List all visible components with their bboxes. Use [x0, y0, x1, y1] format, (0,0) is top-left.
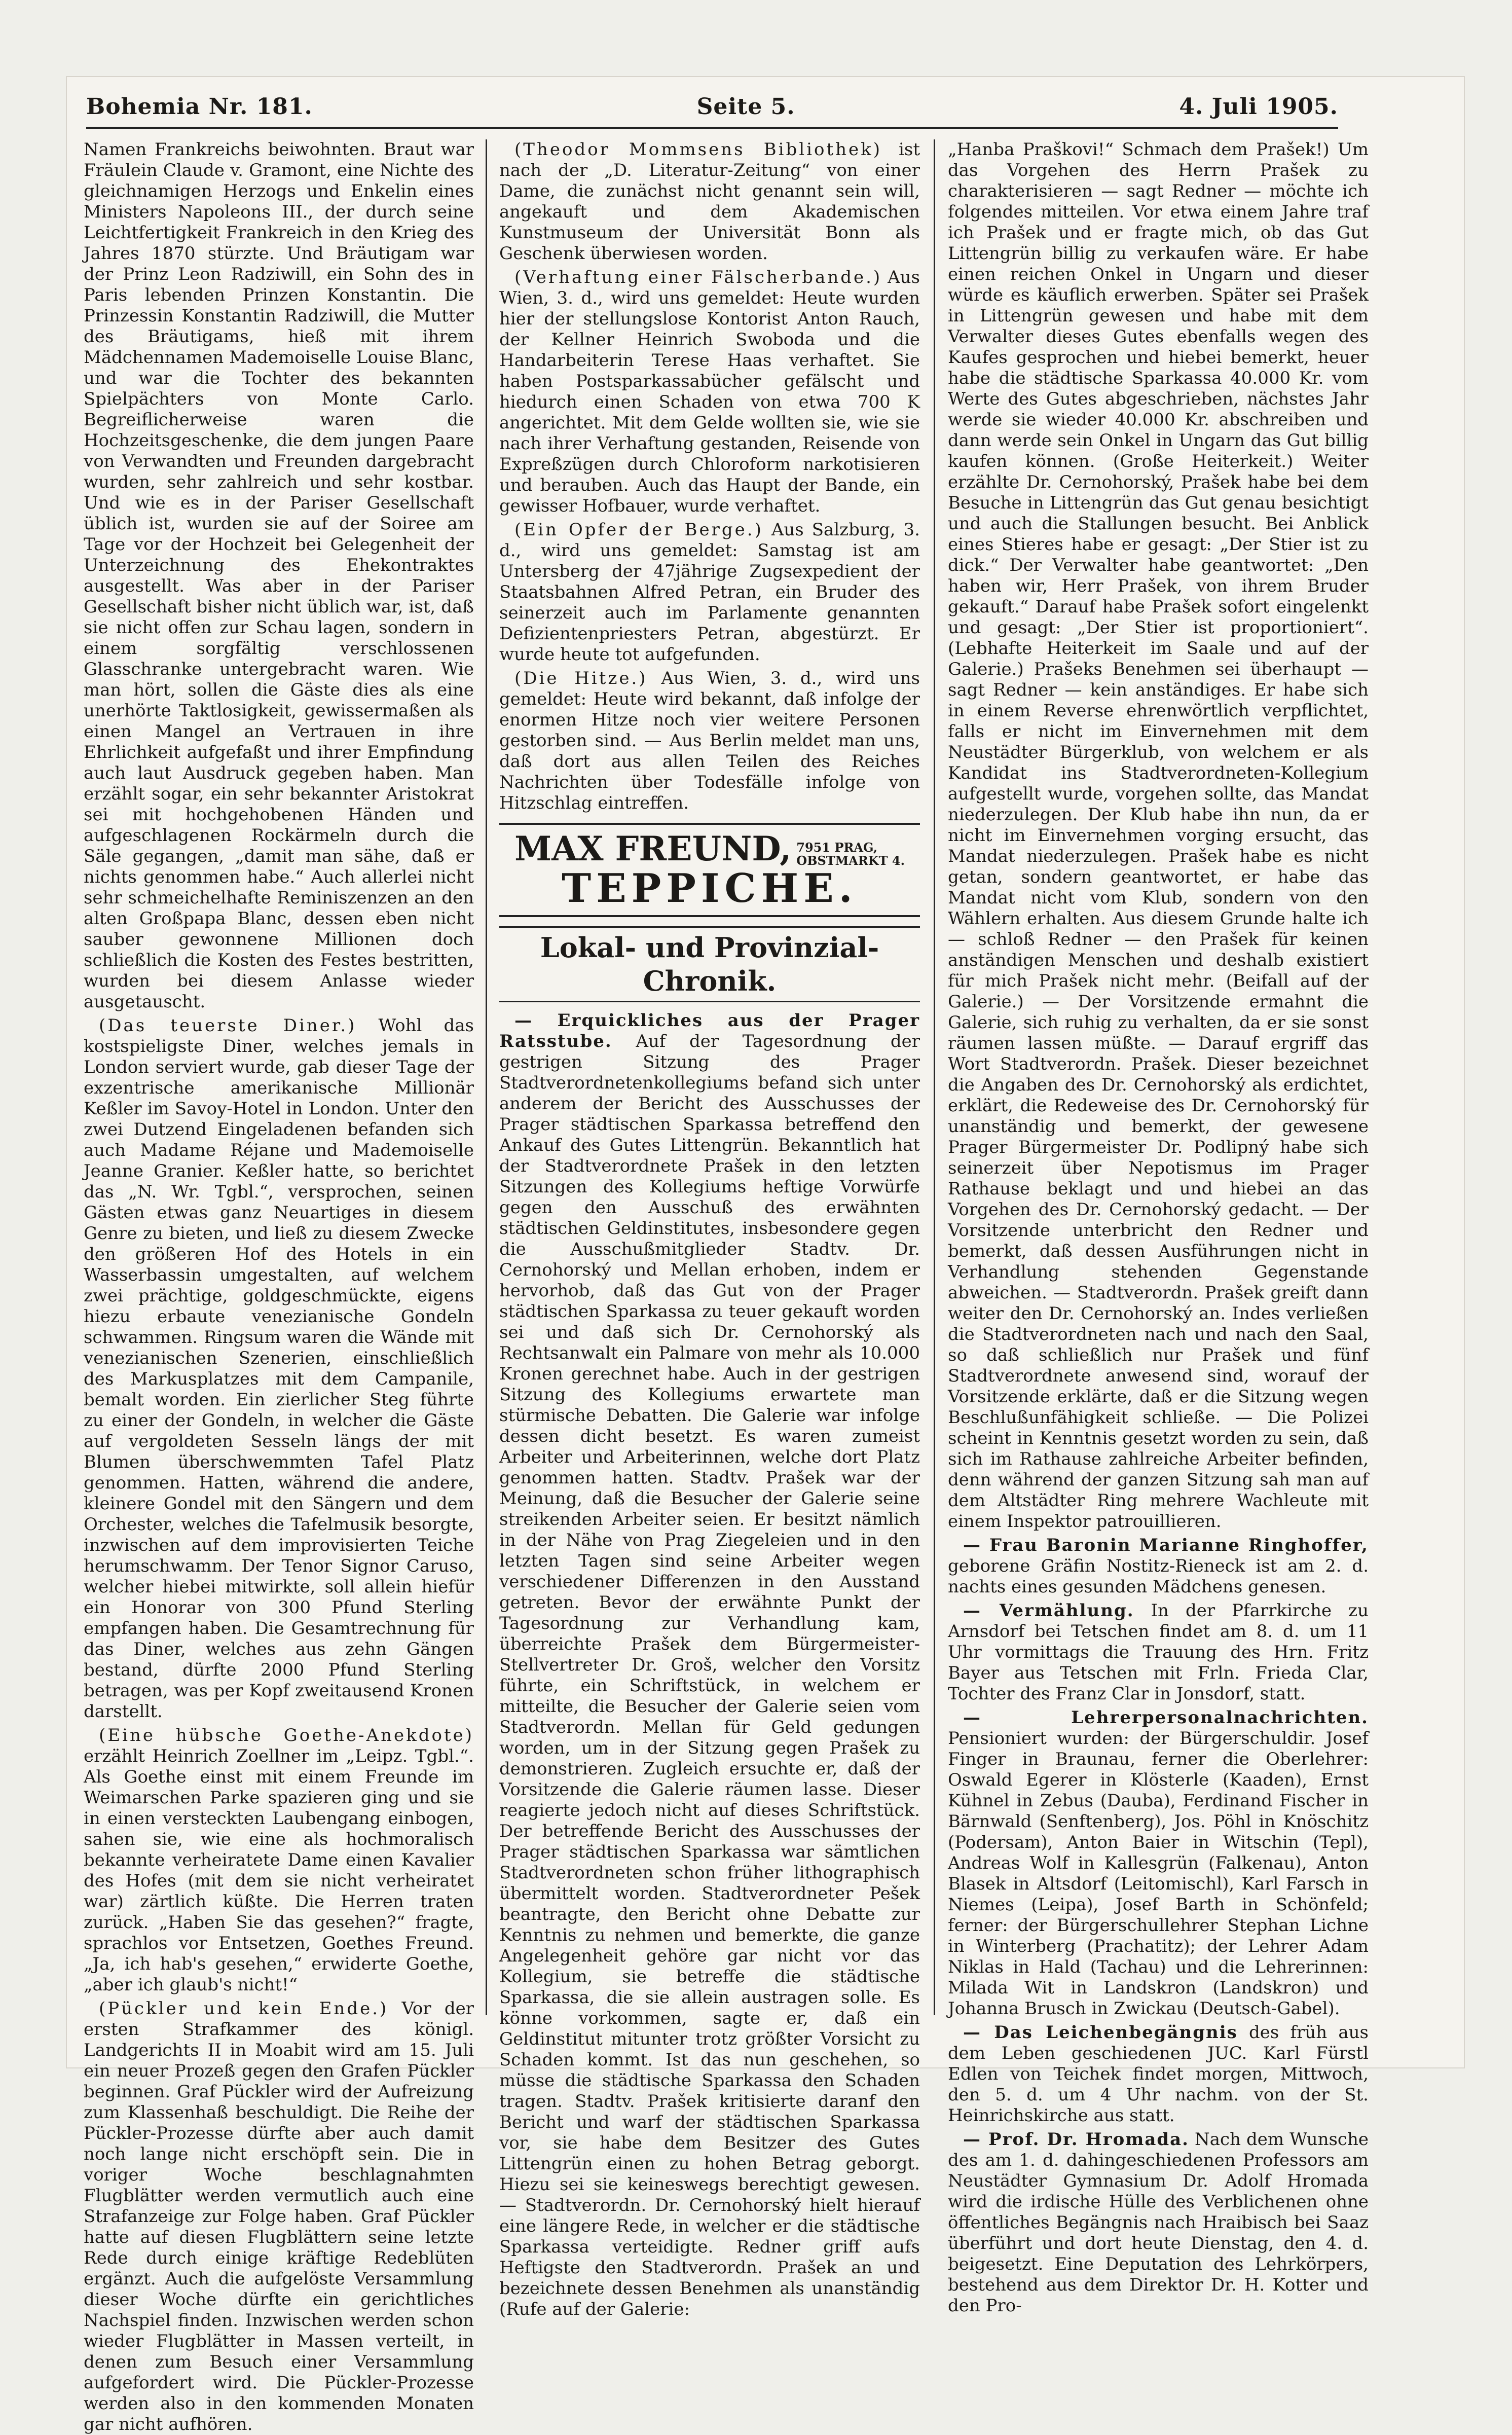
- article-heading: — Frau Baronin Marianne Ringhoffer,: [963, 1535, 1369, 1555]
- advertisement: [499, 823, 920, 917]
- article-ringhoffer: [948, 1535, 1369, 1597]
- masthead-page-number: Seite 5.: [696, 93, 795, 120]
- article-body: erzählt Heinrich Zoellner im „Leipz. Tgbl.“. Als Goethe einst mit einem Freunde im Weimarschen Parke spazieren ging und sie in einen versteckten Laubengang einbogen, sahen sie, wie eine als hochmoralisch bekannte verheiratete Dame einen Kavalier des Hofes (mit dem sie nicht verheiratet war) zärtlich küßte. Die Herren traten zurück. „Haben Sie das gesehen?“ fragte, sprachlos vor Entsetzen, Goethes Freund. „Ja, ich hab's gesehen,“ erwiderte Goethe, „aber ich glaub's nicht!“: [84, 1746, 474, 1995]
- article-heading: — Lehrerpersonalnachrichten.: [963, 1707, 1369, 1728]
- article-pueckler: [84, 1998, 474, 2435]
- section-title: Lokal- und Provinzial-Chronik.: [499, 926, 920, 1002]
- masthead: [86, 86, 1338, 127]
- column-1: [84, 139, 474, 2434]
- article-body: geborene Gräfin Nostitz-Rieneck ist am 2. d. nachts eines gesunden Mädchens genesen.: [948, 1556, 1369, 1597]
- ad-product: TEPPICHE.: [562, 865, 858, 912]
- ad-city: PRAG,: [834, 840, 878, 855]
- masthead-paper-number: Bohemia Nr. 181.: [86, 93, 313, 120]
- article-faelscherbande: [499, 267, 920, 517]
- article-heading: — Erquickliches aus der Prager Ratsstube.: [499, 1010, 920, 1051]
- ad-address: [796, 841, 905, 867]
- article-heading: (Eine hübsche Goethe-Anekdote): [99, 1725, 474, 1746]
- article-heading: (Theodor Mommsens Bibliothek): [514, 139, 882, 160]
- article-heading: (Ein Opfer der Berge.): [514, 520, 763, 540]
- article-body: Wohl das kostspieligste Diner, welches jemals in London serviert wurde, gab dieser Tage der exzentrische amerikanische Millionär Keßler im Savoy-Hotel in London. Unter den zwei Dutzend Eingeladenen befanden sich auch Madame Réjane und Mademoiselle Jeanne Granier. Keßler hatte, so berichtet das „N. Wr. Tgbl.“, versprochen, seinen Gästen etwas ganz Neuartiges in diesem Genre zu bieten, und ließ zu diesem Zwecke den größeren Hof des Hotels in ein Wasserbassin umgestalten, auf welchem zwei prächtige, goldgeschmückte, eigens hiezu erbaute venezianische Gondeln schwammen. Ringsum waren die Wände mit venezianischen Szenerien, einschließlich des Markusplatzes mit dem Campanile, bemalt worden. Ein zierlicher Steg führte zu einer der Gondeln, in welcher die Gäste auf vergoldeten Sesseln längs der mit Blumen überschwemmten Tafel Platz genommen. Hatten, während die andere, kleinere Gondel mit den Sängern und dem Orchester, welches die Tafelmusik besorgte, inzwischen auf dem improvisierten Teiche herumschwamm. Der Tenor Signor Caruso, welcher hiebei mitwirkte, soll allein hiefür ein Honorar von 300 Pfund Sterling empfangen haben. Die Gesamtrechnung für das Diner, welches aus zehn Gängen bestand, dürfte 2000 Pfund Sterling betragen, was per Kopf zweitausend Kronen darstellt.: [84, 1015, 474, 1722]
- ad-street: OBSTMARKT 4.: [796, 853, 905, 868]
- ad-number: 7951: [796, 840, 831, 855]
- article-leichenbegaengnis: [948, 2022, 1369, 2126]
- article-body: Pensioniert wurden: der Bürgerschuldir. Josef Finger in Braunau, ferner die Oberlehrer: Oswald Egerer in Klösterle (Kaaden), Ernst Kühnel in Zebus (Dauba), Ferdinand Fischer in Bärnwald (Senftenberg), Jos. Pöhl in Knöschitz (Podersam), Anton Baier in Witschin (Tepl), Andreas Wolf in Kallesgrün (Falkenau), Anton Blasek in Altsdorf (Leitomischl), Karl Farsch in Niemes (Leipa), Josef Barth in Schönfeld; ferner: der Bürgerschullehrer Stephan Lichne in Winterberg (Prachatitz); der Lehrer Adam Niklas in Hald (Tachau) und die Lehrerinnen: Milada Wit in Landskron (Landskron) und Johanna Brusch in Zwickau (Deutsch-Gabel).: [948, 1728, 1369, 2019]
- article-body: Aus Salzburg, 3. d., wird uns gemeldet: Samstag ist am Untersberg der 47jährige Zugsexpedient der Staatsbahnen Alfred Petran, ein Bruder des seinerzeit auch im Parlamente genannten Defizientenpriesters Petran, abgestürzt. Er wurde heute tot aufgefunden.: [499, 520, 920, 665]
- article-paragraph: „Hanba Praškovi!“ Schmach dem Prašek!) Um das Vorgehen des Herrn Prašek zu charakterisieren — sagt Redner — möchte ich folgendes mitteilen. Vor etwa einem Jahre traf ich Prašek und er fragte mich, ob das Gut Littengrün billig zu verkaufen wäre. Er habe einen reichen Onkel in Ungarn und dieser würde es käuflich erwerben. Später sei Prašek in Littengrün gewesen und habe mit dem Verwalter dieses Gutes ebenfalls wegen des Kaufes gesprochen und hiebei bemerkt, heuer habe die städtische Sparkassa 40.000 Kr. vom Werte des Gutes abgeschrieben, nächstes Jahr werde sie wieder 40.000 Kr. abschreiben und dann werde sein Onkel in Ungarn das Gut billig kaufen können. (Große Heiterkeit.) Weiter erzählte Dr. Cernohorský, Prašek habe bei dem Besuche in Littengrün das Gut genau besichtigt und auch die Stallungen besucht. Bei Anblick eines Stieres habe er gesagt: „Der Stier ist zu dick.“ Der Verwalter habe geantwortet: „Den haben wir, Herr Prašek, von ihrem Bruder gekauft.“ Darauf habe Prašek sofort eingelenkt und gesagt: „Der Stier ist proportioniert“. (Lebhafte Heiterkeit im Saale und auf der Galerie.) Prašeks Benehmen sei überhaupt — sagt Redner — kein anständiges. Er habe sich in einem Reverse ehrenwörtlich verpflichtet, falls er nicht im Einvernehmen mit dem Neustädter Bürgerklub, von welchem er als Kandidat ins Stadtverordneten-Kollegium aufgestellt wurde, vorgehen sollte, das Mandat niederzulegen. Der Klub habe ihn nun, da er nicht im Einvernehmen vorging ersucht, das Mandat niederzulegen. Prašek habe es nicht getan, sondern geantwortet, er habe das Mandat nicht vom Klub, sondern von den Wählern erhalten. Aus diesem Grunde halte ich — schloß Redner — den Prašek für keinen anständigen Menschen und deshalb existiert für mich Prašek nicht mehr. (Beifall auf der Galerie.) — Der Vorsitzende ermahnt die Galerie, sich ruhig zu verhalten, da er sie sonst räumen lassen müßte. — Darauf ergriff das Wort Stadtverordn. Prašek. Dieser bezeichnet die Angaben des Dr. Cernohorský als erdichtet, erklärt, die Redeweise des Dr. Cernohorský für unanständig und bemerkt, der gewesene Prager Bürgermeister Dr. Podlipný habe sich seinerzeit über Nepotismus im Prager Rathause beklagt und und hiebei an das Vorgehen des Dr. Cernohorský gedacht. — Der Vorsitzende unterbricht den Redner und bemerkt, daß dessen Ausführungen nicht in Verhandlung stehenden Gegenstande abweichen. — Stadtverordn. Prašek greift dann weiter den Dr. Cernohorský an. Indes verließen die Stadtverordneten nach und nach den Saal, so daß schließlich nur Prašek und fünf Stadtverordnete anwesend sind, worauf der Vorsitzende erklärte, daß er die Sitzung wegen Beschlußunfähigkeit schließe. — Die Polizei scheint in Kenntnis gesetzt worden zu sein, daß sich im Rathause zahlreiche Arbeiter befinden, denn während der ganzen Sitzung sah man auf dem Altstädter Ring mehrere Wachleute mit einem Inspektor patrouillieren.: [948, 139, 1369, 1532]
- masthead-rule: [86, 127, 1338, 129]
- article-heading: — Vermählung.: [963, 1601, 1134, 1621]
- article-body: Auf der Tagesordnung der gestrigen Sitzung des Prager Stadtverordnetenkollegiums befand sich unter anderem der Bericht des Ausschusses der Prager städtischen Sparkassa betreffend den Ankauf des Gutes Littengrün. Bekanntlich hat der Stadtverordnete Prašek in den letzten Sitzungen des Kollegiums heftige Vorwürfe gegen den Ausschuß des erwähnten städtischen Geldinstitutes, insbesondere gegen die Ausschußmitglieder Stadtv. Dr. Cernohorský und Mellan erhoben, indem er hervorhob, daß das Gut von der Prager städtischen Sparkassa zu teuer gekauft worden sei und daß sich Dr. Cernohorský als Rechtsanwalt ein Palmare von mehr als 10.000 Kronen gerechnet habe. Auch in der gestrigen Sitzung des Kollegiums erwartete man stürmische Debatten. Die Galerie war infolge dessen dicht besetzt. Es waren zumeist Arbeiter und Arbeiterinnen, welche dort Platz genommen hatten. Stadtv. Prašek war der Meinung, daß die Besucher der Galerie seine streikenden Arbeiter seien. Er besitzt nämlich in der Nähe von Prag Ziegeleien und in den letzten Tagen sind seine Arbeiter wegen verschiedener Differenzen in den Ausstand getreten. Bevor der erwähnte Punkt der Tagesordnung zur Verhandlung kam, überreichte Prašek dem Bürgermeister-Stellvertreter Dr. Groš, welcher den Vorsitz führte, ein Schriftstück, in welchem er mitteilte, die Besucher der Galerie seien vom Stadtverordn. Mellan für Geld gedungen worden, um in der Sitzung gegen Prašek zu demonstrieren. Zugleich ersuchte er, daß der Vorsitzende die Galerie räumen lasse. Dieser reagierte jedoch nicht auf dieses Schriftstück. Der betreffende Bericht des Ausschusses der Prager städtischen Sparkassa war sämtlichen Stadtverordneten schon früher lithographisch übermittelt worden. Stadtverordneter Pešek beantragte, den Bericht ohne Debatte zur Kenntnis zu nehmen und bemerkte, die ganze Angelegenheit gehöre gar nicht vor das Kollegium, sie betreffe die städtische Sparkassa, die sie allein austragen solle. Es könne vorkommen, sagte er, daß ein Geldinstitut mitunter trotz größter Vorsicht zu Schaden kommt. Ist das nun geschehen, so müsse die städtische Sparkassa den Schaden tragen. Stadtv. Prašek kritisierte daranf den Bericht und warf der städtischen Sparkassa vor, sie habe dem Besitzer des Gutes Littengrün einen zu hohen Betrag geborgt. Hiezu sei sie keineswegs berechtigt gewesen. — Stadtverordn. Dr. Cernohorský hielt hierauf eine längere Rede, in welcher er die städtische Sparkassa verteidigte. Redner griff aufs Heftigste den Stadtverordn. Prašek an und bezeichnete dessen Benehmen als unanständig (Rufe auf der Galerie:: [499, 1031, 920, 2319]
- column-2: [499, 139, 920, 2319]
- ad-name-line: [499, 830, 920, 867]
- article-body: ist nach der „D. Literatur-Zeitung“ von einer Dame, die zunächst nicht genannt sein will, angekauft und dem Akademischen Kunstmuseum der Universität Bonn als Geschenk überwiesen worden.: [499, 139, 920, 264]
- article-heading: — Prof. Dr. Hromada.: [963, 2129, 1189, 2150]
- article-hromada: [948, 2129, 1369, 2316]
- article-heading: (Verhaftung einer Fälscherbande.): [514, 267, 882, 287]
- article-body: Nach dem Wunsche des am 1. d. dahingeschiedenen Professors am Neustädter Gymnasium Dr. Adolf Hromada wird die irdische Hülle des Verblichenen ohne öffentliches Begängnis nach Hraibisch bei Saaz überführt und dort heute Dienstag, den 4. d. beigesetzt. Eine Deputation des Lehrkörpers, bestehend aus dem Direktor Dr. H. Kotter und den Pro-: [948, 2129, 1369, 2316]
- article-body: des früh aus dem Leben geschiedenen JUC. Karl Fürstl Edlen von Teichek findet morgen, Mittwoch, den 5. d. um 4 Uhr nachm. von der St. Heinrichskirche aus statt.: [948, 2022, 1369, 2126]
- article-body: Aus Wien, 3. d., wird uns gemeldet: Heute wurden hier der stellungslose Kontorist Anton Rauch, der Kellner Heinrich Swoboda und die Handarbeiterin Terese Haas verhaftet. Sie haben Postsparkassabücher gefälscht und hiedurch einen Schaden von etwa 700 K angerichtet. Mit dem Gelde wollten sie, wie sie nach ihrer Verhaftung gestanden, Reisende von Expreßzügen durch Chloroform narkotisieren und berauben. Auch das Haupt der Bande, ein gewisser Hofbauer, wurde verhaftet.: [499, 267, 920, 516]
- article-heading: (Die Hitze.): [514, 668, 648, 688]
- article-body: In der Pfarrkirche zu Arnsdorf bei Tetschen findet am 8. d. um 11 Uhr vormittags die Trauung des Hrn. Fritz Bayer aus Tetschen mit Frln. Frieda Clar, Tochter des Franz Clar in Jonsdorf, statt.: [948, 1601, 1369, 1704]
- masthead-date: 4. Juli 1905.: [1179, 93, 1338, 120]
- article-lehrer: [948, 1707, 1369, 2019]
- article-hitze: [499, 668, 920, 814]
- article-diner: [84, 1015, 474, 1722]
- column-3: [948, 139, 1369, 2316]
- article-ratsstube: [499, 1010, 920, 2320]
- column-divider-1: [486, 139, 487, 2015]
- ad-name: MAX FREUND,: [514, 829, 792, 868]
- article-vermaehlung: [948, 1601, 1369, 1704]
- article-heading: — Das Leichenbegängnis: [963, 2022, 1238, 2043]
- article-opfer-berge: [499, 520, 920, 665]
- article-heading: (Das teuerste Diner.): [99, 1015, 357, 1036]
- article-goethe: [84, 1725, 474, 1995]
- column-divider-2: [934, 139, 935, 2015]
- article-mommsen: [499, 139, 920, 264]
- article-body: Aus Wien, 3. d., wird uns gemeldet: Heute wird bekannt, daß infolge der enormen Hitze noch vier weitere Personen gestorben sind. — Aus Berlin meldet man uns, daß dort aus allen Teilen des Reiches Nachrichten über Todesfälle infolge von Hitzschlag eintreffen.: [499, 668, 920, 813]
- article-heading: (Pückler und kein Ende.): [99, 1998, 389, 2019]
- article-body: Vor der ersten Strafkammer des königl. Landgerichts II in Moabit wird am 15. Juli ein neuer Prozeß gegen den Grafen Pückler beginnen. Graf Pückler wird der Aufreizung zum Klassenhaß beschuldigt. Die Reihe der Pückler-Prozesse dürfte aber auch damit noch lange nicht erschöpft sein. Die in voriger Woche beschlagnahmten Flugblätter werden vermutlich auch eine Strafanzeige zur Folge haben. Graf Pückler hatte auf diesen Flugblättern seine letzte Rede durch einige kräftige Redeblüten ergänzt. Auch die aufgelöste Versammlung dieser Woche dürfte ein gerichtliches Nachspiel finden. Inzwischen werden schon wieder Flugblätter in Massen verteilt, in denen zum Besuch einer Versammlung aufgefordert wird. Die Pückler-Prozesse werden also in den kommenden Monaten gar nicht aufhören.: [84, 1998, 474, 2434]
- article-paragraph: Namen Frankreichs beiwohnten. Braut war Fräulein Claude v. Gramont, eine Nichte des gleichnamigen Herzogs und Enkelin eines Ministers Napoleons III., der durch seine Leichtfertigkeit Frankreich in den Krieg des Jahres 1870 stürzte. Und Bräutigam war der Prinz Leon Radziwill, ein Sohn des in Paris lebenden Prinzen Konstantin. Die Prinzessin Konstantin Radziwill, die Mutter des Bräutigams, hieß mit ihrem Mädchennamen Mademoiselle Louise Blanc, und war die Tochter des bekannten Spielpächters von Monte Carlo. Begreiflicherweise waren die Hochzeitsgeschenke, die dem jungen Paare von Verwandten und Freunden dargebracht wurden, sehr zahlreich und sehr kostbar. Und wie es in der Pariser Gesellschaft üblich ist, wurden sie auf der Soiree am Tage vor der Hochzeit bei Gelegenheit der Unterzeichnung des Ehekontraktes ausgestellt. Was aber in der Pariser Gesellschaft bisher nicht üblich war, ist, daß sie nicht offen zur Schau lagen, sondern in einem sorgfältig verschlossenen Glasschranke untergebracht waren. Wie man hört, sollen die Gäste dies als eine unerhörte Taktlosigkeit, gewissermaßen als einen Mangel an Vertrauen in ihre Ehrlichkeit aufgefaßt und ihrer Empfindung auch laut Ausdruck gegeben haben. Man erzählt sogar, ein sehr bekannter Aristokrat sei mit hochgehobenen Händen und aufgeschlagenen Rockärmeln durch die Säle gegangen, „damit man sähe, daß er nichts genommen habe.“ Auch allerlei nicht sehr schmeichelhafte Reminiszenzen an den alten Großpapa Blanc, dessen eben nicht sauber gewonnene Millionen doch schließlich die Kosten des Festes bestritten, wurden bei diesem Anlasse wieder ausgetauscht.: [84, 139, 474, 1012]
